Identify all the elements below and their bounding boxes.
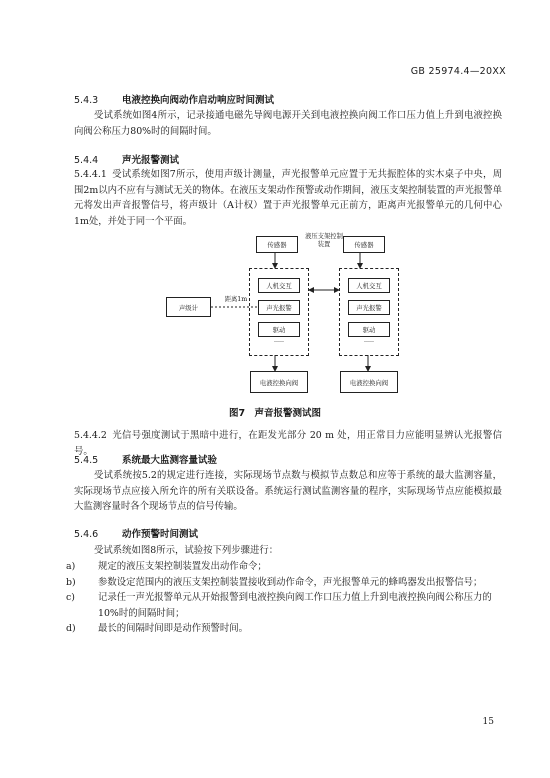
list-marker: b) [66, 576, 76, 588]
section-number: 5.4.6 [74, 529, 99, 540]
section-text: 受试系统如图7所示，使用声级计测量，声光报警单元应置于无共振腔体的实木桌子中央，周围2m以内不应有与测试无关的物体。在液压支架动作预警或动作期间，液压支架控制装置的声光报警单元将发出声音报警信号，将声级计（A计权）置于声光报警单元正前方，距离声光报警单元的几何中心1m处，并处于同一个平面。 [74, 169, 502, 227]
section-5-4-3-body: 受试系统如图4所示，记录接通电磁先导阀电源开关到电液控换向阀工作口压力值上升到电液控换向阀公称压力80%时的间隔时间。 [74, 110, 502, 137]
list-marker: c) [66, 592, 75, 603]
list-item [66, 621, 502, 637]
section-5-4-6-intro: 受试系统如图8所示，试验按下列步骤进行： [94, 545, 279, 556]
drive-box-left: 驱动 [258, 322, 300, 337]
list-item [66, 590, 502, 621]
valve-box-right: 电液控换向阀 [340, 371, 398, 393]
more-units-left: ····· [273, 339, 284, 346]
list-text: 规定的液压支架控制装置发出动作命令； [98, 561, 267, 572]
more-units-right: ····· [363, 339, 374, 346]
sensor-box-right: 传感器 [343, 236, 385, 253]
distance-label: 距离1m [224, 296, 248, 303]
section-number: 5.4.4.2 [74, 430, 107, 441]
drive-box-right: 驱动 [348, 322, 390, 337]
alarm-box-right: 声光报警 [348, 300, 390, 315]
section-number: 5.4.3 [74, 95, 99, 106]
figure-7-caption: 图7 声音报警测试图 [228, 408, 322, 419]
section-title: 电液控换向阀动作启动响应时间测试 [122, 95, 275, 106]
section-title: 动作预警时间测试 [122, 529, 199, 540]
valve-box-left: 电液控换向阀 [250, 371, 308, 393]
sound-level-meter-box: 声级计 [166, 297, 211, 317]
section-5-4-6-steps [66, 559, 502, 637]
section-text: 光信号强度测试于黑暗中进行，在距发光部分 20 m 处，用正常目力应能明显辨认光报警信号。 [74, 430, 502, 457]
list-item [66, 559, 502, 575]
list-item [66, 575, 502, 591]
list-marker: a) [66, 561, 76, 572]
hmi-box-left: 人机交互 [258, 278, 300, 293]
list-text: 记录任一声光报警单元从开始报警到电液控换向阀工作口压力值上升到电液控换向阀公称压力的10%时的间隔时间； [98, 592, 492, 619]
alarm-box-left: 声光报警 [258, 300, 300, 315]
section-number: 5.4.5 [74, 455, 99, 466]
section-number: 5.4.4.1 [74, 169, 107, 180]
standard-code: GB 25974.4—20XX [410, 66, 506, 77]
list-text: 最长的间隔时间即是动作预警时间。 [98, 623, 249, 634]
section-5-4-5-heading [74, 452, 217, 466]
list-text: 参数设定范围内的液压支架控制装置接收到动作命令，声光报警单元的蜂鸣器发出报警信号； [98, 576, 483, 588]
list-marker: d) [66, 623, 76, 634]
controller-label: 液压支架控制装置 [305, 233, 343, 248]
section-5-4-6-heading [74, 526, 198, 540]
section-title: 系统最大监测容量试验 [122, 455, 218, 466]
sensor-box-left: 传感器 [256, 236, 298, 253]
page-number: 15 [482, 717, 494, 727]
hmi-box-right: 人机交互 [348, 278, 390, 293]
section-title: 声光报警测试 [122, 155, 180, 166]
section-5-4-5-body: 受试系统按5.2的规定进行连接，实际现场节点数与模拟节点数总和应等于系统的最大监测容量，实际现场节点应接入所允许的所有关联设备。系统运行测试监测容量的程序，实际现场节点应能模拟最大监测容量时各个现场节点的信号传输。 [74, 470, 502, 512]
section-number: 5.4.4 [74, 155, 99, 166]
